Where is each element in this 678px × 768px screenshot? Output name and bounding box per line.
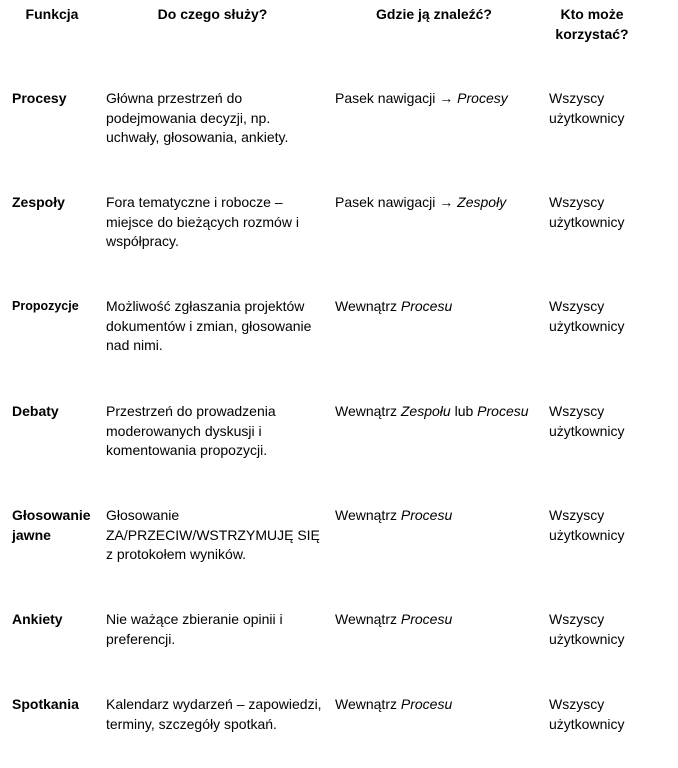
feature-purpose: Przestrzeń do prowadzenia moderowanych dyskusji i komentowania propozycji. [106,403,276,458]
location-text: Wewnątrz [335,507,401,523]
feature-name: Debaty [12,403,59,419]
feature-location [335,297,530,317]
feature-access: Wszyscy użytkownicy [549,90,625,126]
feature-name: Propozycje [12,299,79,313]
header-purpose: Do czego służy? [157,6,268,22]
location-text: Pasek nawigacji → [335,90,458,106]
location-text: Wewnątrz [335,611,401,627]
feature-access: Wszyscy użytkownicy [549,611,625,647]
header-access: Kto może korzystać? [555,6,629,42]
location-emphasis: Procesy [457,90,508,106]
feature-access: Wszyscy użytkownicy [549,298,625,334]
feature-name: Głosowanie jawne [12,507,91,543]
location-emphasis: Zespoły [457,194,507,210]
location-text: Wewnątrz [335,696,401,712]
feature-location [335,402,530,422]
location-text: Wewnątrz [335,403,401,419]
feature-purpose: Główna przestrzeń do podejmowania decyzji, np. uchwały, głosowania, ankiety. [106,90,289,145]
feature-location [335,89,530,109]
feature-access: Wszyscy użytkownicy [549,403,625,439]
location-text: Wewnątrz [335,298,401,314]
location-emphasis: Procesu [400,298,453,314]
feature-access: Wszyscy użytkownicy [549,696,625,732]
feature-name: Ankiety [12,611,63,627]
feature-location [335,193,530,213]
feature-location [335,610,530,630]
table-header [0,5,678,45]
feature-location [335,695,530,715]
header-feature: Funkcja [25,6,79,22]
feature-name: Spotkania [12,696,79,712]
feature-purpose: Nie ważące zbieranie opinii i preferencji. [106,611,283,647]
location-emphasis: Procesu [400,696,453,712]
location-emphasis: Zespołu [400,403,451,419]
feature-name: Procesy [12,90,67,106]
feature-purpose: Głosowanie ZA/PRZECIW/WSTRZYMUJĘ SIĘ z protokołem wyników. [106,507,320,562]
location-emphasis-2: Procesu [477,403,529,419]
feature-purpose: Możliwość zgłaszania projektów dokumentów i zmian, głosowanie nad nimi. [106,298,312,353]
feature-access: Wszyscy użytkownicy [549,194,625,230]
feature-location [335,506,530,526]
location-text: Pasek nawigacji → [335,194,458,210]
location-emphasis: Procesu [400,611,453,627]
location-emphasis: Procesu [400,507,453,523]
feature-name: Zespoły [12,194,65,210]
header-location: Gdzie ją znaleźć? [376,6,492,22]
feature-access: Wszyscy użytkownicy [549,507,625,543]
feature-purpose: Kalendarz wydarzeń – zapowiedzi, terminy, szczegóły spotkań. [106,696,322,732]
feature-purpose: Fora tematyczne i robocze – miejsce do bieżących rozmów i współpracy. [106,194,299,249]
location-mid: lub [450,403,478,419]
